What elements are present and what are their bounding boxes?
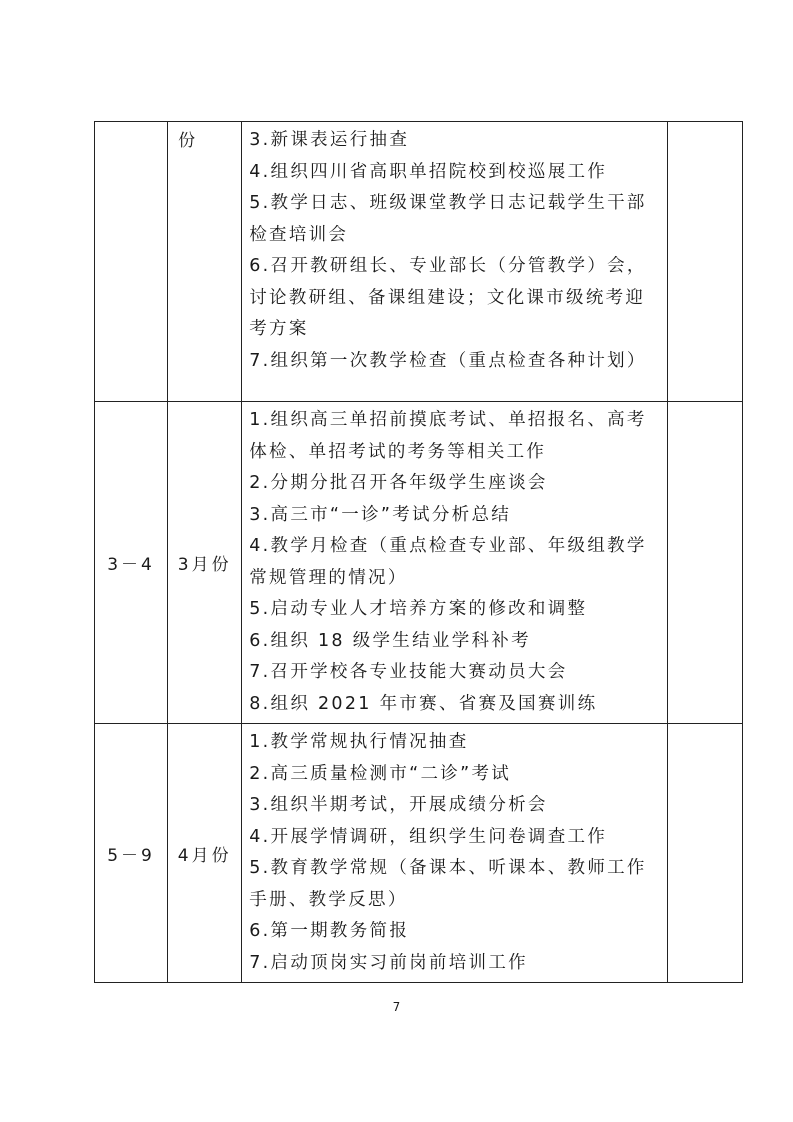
list-item: 2.高三质量检测市“二诊”考试 — [249, 763, 512, 784]
note-cell — [667, 402, 742, 724]
table-row — [95, 402, 743, 724]
list-item: 5.教育教学常规（备课本、听课本、教师工作手册、教学反思） — [249, 858, 647, 910]
list-item: 7.启动顶岗实习前岗前培训工作 — [249, 952, 528, 973]
note-cell — [667, 122, 742, 402]
month-cell: 3月份 — [168, 402, 242, 724]
list-item: 7.召开学校各专业技能大赛动员大会 — [249, 662, 568, 682]
schedule-table — [94, 121, 743, 983]
list-item: 6.召开教研组长、专业部长（分管教学）会，讨论教研组、备课组建设；文化课市级统考迎考方案 — [249, 256, 647, 339]
list-item: 4.教学月检查（重点检查专业部、年级组教学常规管理的情况） — [249, 536, 647, 588]
list-item: 8.组织 2021 年市赛、省赛及国赛训练 — [249, 693, 598, 714]
content-cell — [242, 122, 668, 402]
list-item: 7.组织第一次教学检查（重点检查各种计划） — [249, 350, 647, 371]
table-row — [95, 122, 743, 402]
list-item: 5.启动专业人才培养方案的修改和调整 — [249, 599, 588, 619]
week-cell — [95, 122, 168, 402]
list-item: 4.开展学情调研，组织学生问卷调查工作 — [249, 826, 608, 847]
list-item: 1.教学常规执行情况抽查 — [249, 732, 469, 752]
list-item: 4.组织四川省高职单招院校到校巡展工作 — [249, 161, 608, 182]
table-row — [95, 724, 743, 983]
list-item: 5.教学日志、班级课堂教学日志记载学生干部检查培训会 — [249, 193, 647, 245]
list-item: 6.组织 18 级学生结业学科补考 — [249, 630, 531, 651]
page-number: 7 — [392, 1000, 401, 1014]
content-cell — [242, 402, 668, 724]
content-cell — [242, 724, 668, 983]
week-cell: 3－4 — [95, 402, 168, 724]
month-cell: 份 — [168, 122, 242, 402]
list-item: 6.第一期教务简报 — [249, 921, 410, 941]
month-cell: 4月份 — [168, 724, 242, 983]
list-item: 1.组织高三单招前摸底考试、单招报名、高考体检、单招考试的考务等相关工作 — [249, 410, 647, 462]
list-item: 3.新课表运行抽查 — [249, 130, 410, 150]
note-cell — [667, 724, 742, 983]
week-cell: 5－9 — [95, 724, 168, 983]
list-item: 3.组织半期考试，开展成绩分析会 — [249, 795, 548, 815]
list-item: 3.高三市“一诊”考试分析总结 — [249, 504, 512, 525]
list-item: 2.分期分批召开各年级学生座谈会 — [249, 473, 548, 493]
